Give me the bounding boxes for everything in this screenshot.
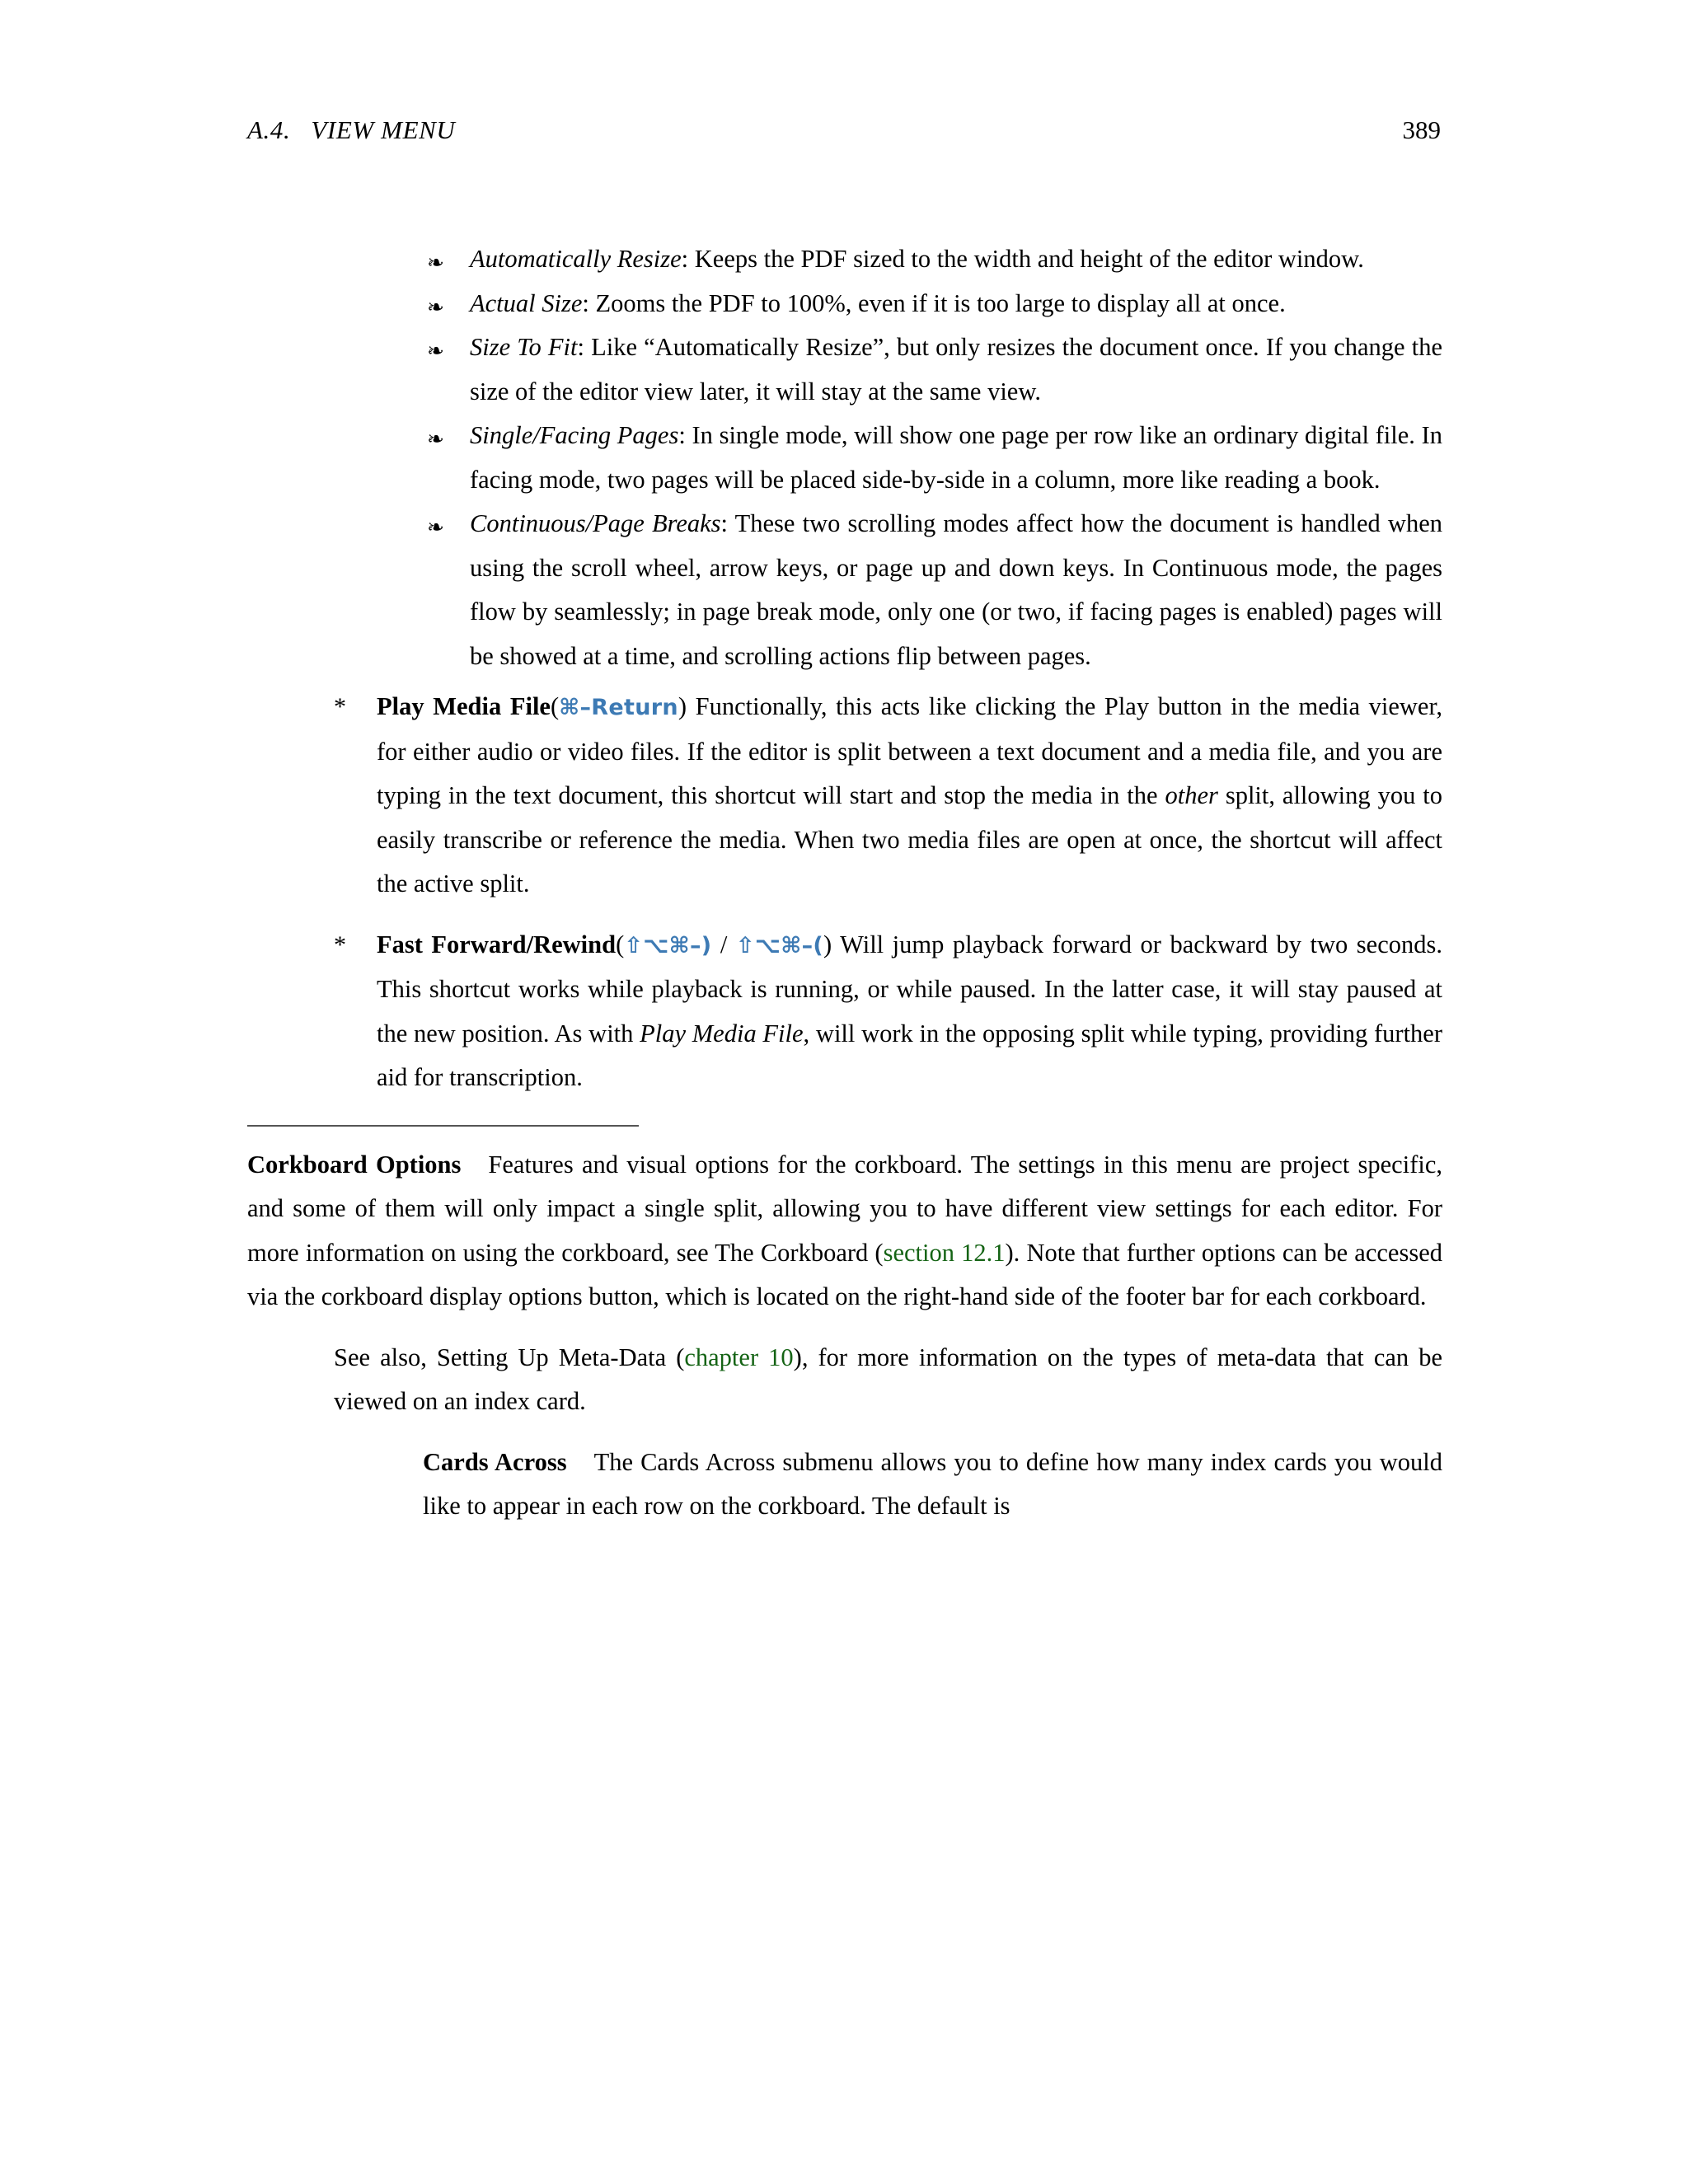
menu-command-body-2: split, allowing you to easily transcribe or reference the media. When two media files are open at once, the shortcut will affect the active split. [377,781,1442,898]
corkboard-options-block [247,1143,1442,1529]
suboption-term: Single/Facing Pages [470,421,679,449]
keyboard-shortcut-forward: ⇧⌥⌘–) [624,932,712,958]
list-item [334,923,1442,1100]
suboption-body: : These two scrolling modes affect how the document is handled when using the scroll wheel, arrow keys, or page up and down keys. In Continuous mode, the pages flow by seamlessly; in page break mode, only one (or two, if facing pages is enabled) pages will be showed at a time, and scrolling actions flip between pages. [470,509,1442,670]
star-bullet-icon: * [334,693,346,720]
suboption-body: : Zooms the PDF to 100%, even if it is too large to display all at once. [582,288,1286,317]
leaf-bullet-icon: ❧ [427,515,444,539]
menu-command-emphasis: Play Media File [640,1019,804,1047]
running-header [247,115,1441,153]
shortcut-open-paren: ( [550,692,560,720]
suboption-paragraph [470,414,1442,502]
list-item [424,282,1442,326]
shortcut-separator: / [711,930,736,958]
star-bullet-icon: * [334,930,346,958]
view-suboptions-list [247,237,1442,678]
list-item [334,685,1442,907]
leaf-bullet-icon: ❧ [427,294,444,319]
corkboard-options-body-1: Features and visual options for the corkboard. The settings in this menu are project specific, and some of them will only impact a single split, allowing you to have different view settings for each editor. For more information on using the corkboard, see The Corkboard ( [247,1150,1442,1267]
menu-command-body-1: Functionally, this acts like clicking the Play button in the media viewer, for either audio or video files. If the editor is split between a text document and a media file, and you are typing in the text document, this shortcut will start and stop the media in the [377,692,1443,809]
shortcut-open-paren: ( [616,930,625,958]
leaf-bullet-icon: ❧ [427,251,444,274]
suboption-body: : In single mode, will show one page per row like an ordinary digital file. In facing mode, two pages will be placed side-by-side in a column, more like reading a book. [470,421,1442,494]
suboption-body: : Like “Automatically Resize”, but only resizes the document once. If you change the size of the editor view later, it will stay at the same view. [470,333,1442,405]
suboption-body: : Keeps the PDF sized to the width and height of the editor window. [681,245,1364,273]
suboption-paragraph [470,282,1442,326]
list-item [424,326,1442,414]
xref-section-12-1[interactable]: section 12.1 [883,1238,1006,1267]
xref-chapter-10[interactable]: chapter 10 [684,1343,794,1371]
suboption-term: Size To Fit [470,333,578,361]
suboption-term: Actual Size [470,288,583,317]
keyboard-shortcut: ⌘–Return [559,695,678,720]
list-item [424,237,1442,282]
running-header-section: A.4. VIEW MENU [247,115,456,144]
corkboard-options-body-2: ). Note that further options can be accessed via the corkboard display options button, which is located on the right-hand side of the footer bar for each corkboard. [247,1238,1442,1310]
menu-command-paragraph [377,923,1442,1100]
suboption-term: Continuous/Page Breaks [470,509,721,537]
page-number: 389 [1402,115,1441,144]
suboption-term: Automatically Resize [470,245,682,273]
menu-command-body-1: Will jump playback forward or backward by two seconds. This shortcut works while playback is running, or while paused. In the latter case, it will stay paused at the new position. As with [377,930,1442,1047]
keyboard-shortcut-backward: ⇧⌥⌘–( [735,932,824,958]
corkboard-options-paragraph-2 [334,1336,1442,1424]
suboption-paragraph [470,237,1442,282]
cards-across-term: Cards Across [423,1447,567,1476]
corkboard-options-term: Corkboard Options [247,1150,462,1179]
list-item [424,502,1442,678]
main-text-column [247,237,1442,1529]
menu-command-name: Play Media File [377,692,551,720]
cards-across-body: The Cards Across submenu allows you to define how many index cards you would like to appear in each row on the corkboard. The default is [423,1447,1442,1520]
suboption-paragraph [470,326,1442,414]
menu-command-paragraph [377,685,1442,907]
shortcut-close-paren: ) [823,930,832,958]
menu-command-body-2: , will work in the opposing split while typing, providing further aid for transcription. [377,1019,1442,1091]
list-item [424,414,1442,502]
leaf-bullet-icon: ❧ [427,339,444,363]
cards-across-paragraph [423,1441,1442,1529]
see-also-body-2: ), for more information on the types of meta-data that can be viewed on an index card. [334,1343,1442,1415]
suboption-paragraph [470,502,1442,678]
menu-command-name: Fast Forward/Rewind [377,930,617,958]
menu-command-list [247,685,1442,1100]
leaf-bullet-icon: ❧ [427,427,444,451]
see-also-body-1: See also, Setting Up Meta-Data ( [334,1343,685,1371]
shortcut-close-paren: ) [678,692,687,720]
menu-command-emphasis: other [1165,781,1218,809]
corkboard-options-paragraph-1 [247,1143,1442,1319]
